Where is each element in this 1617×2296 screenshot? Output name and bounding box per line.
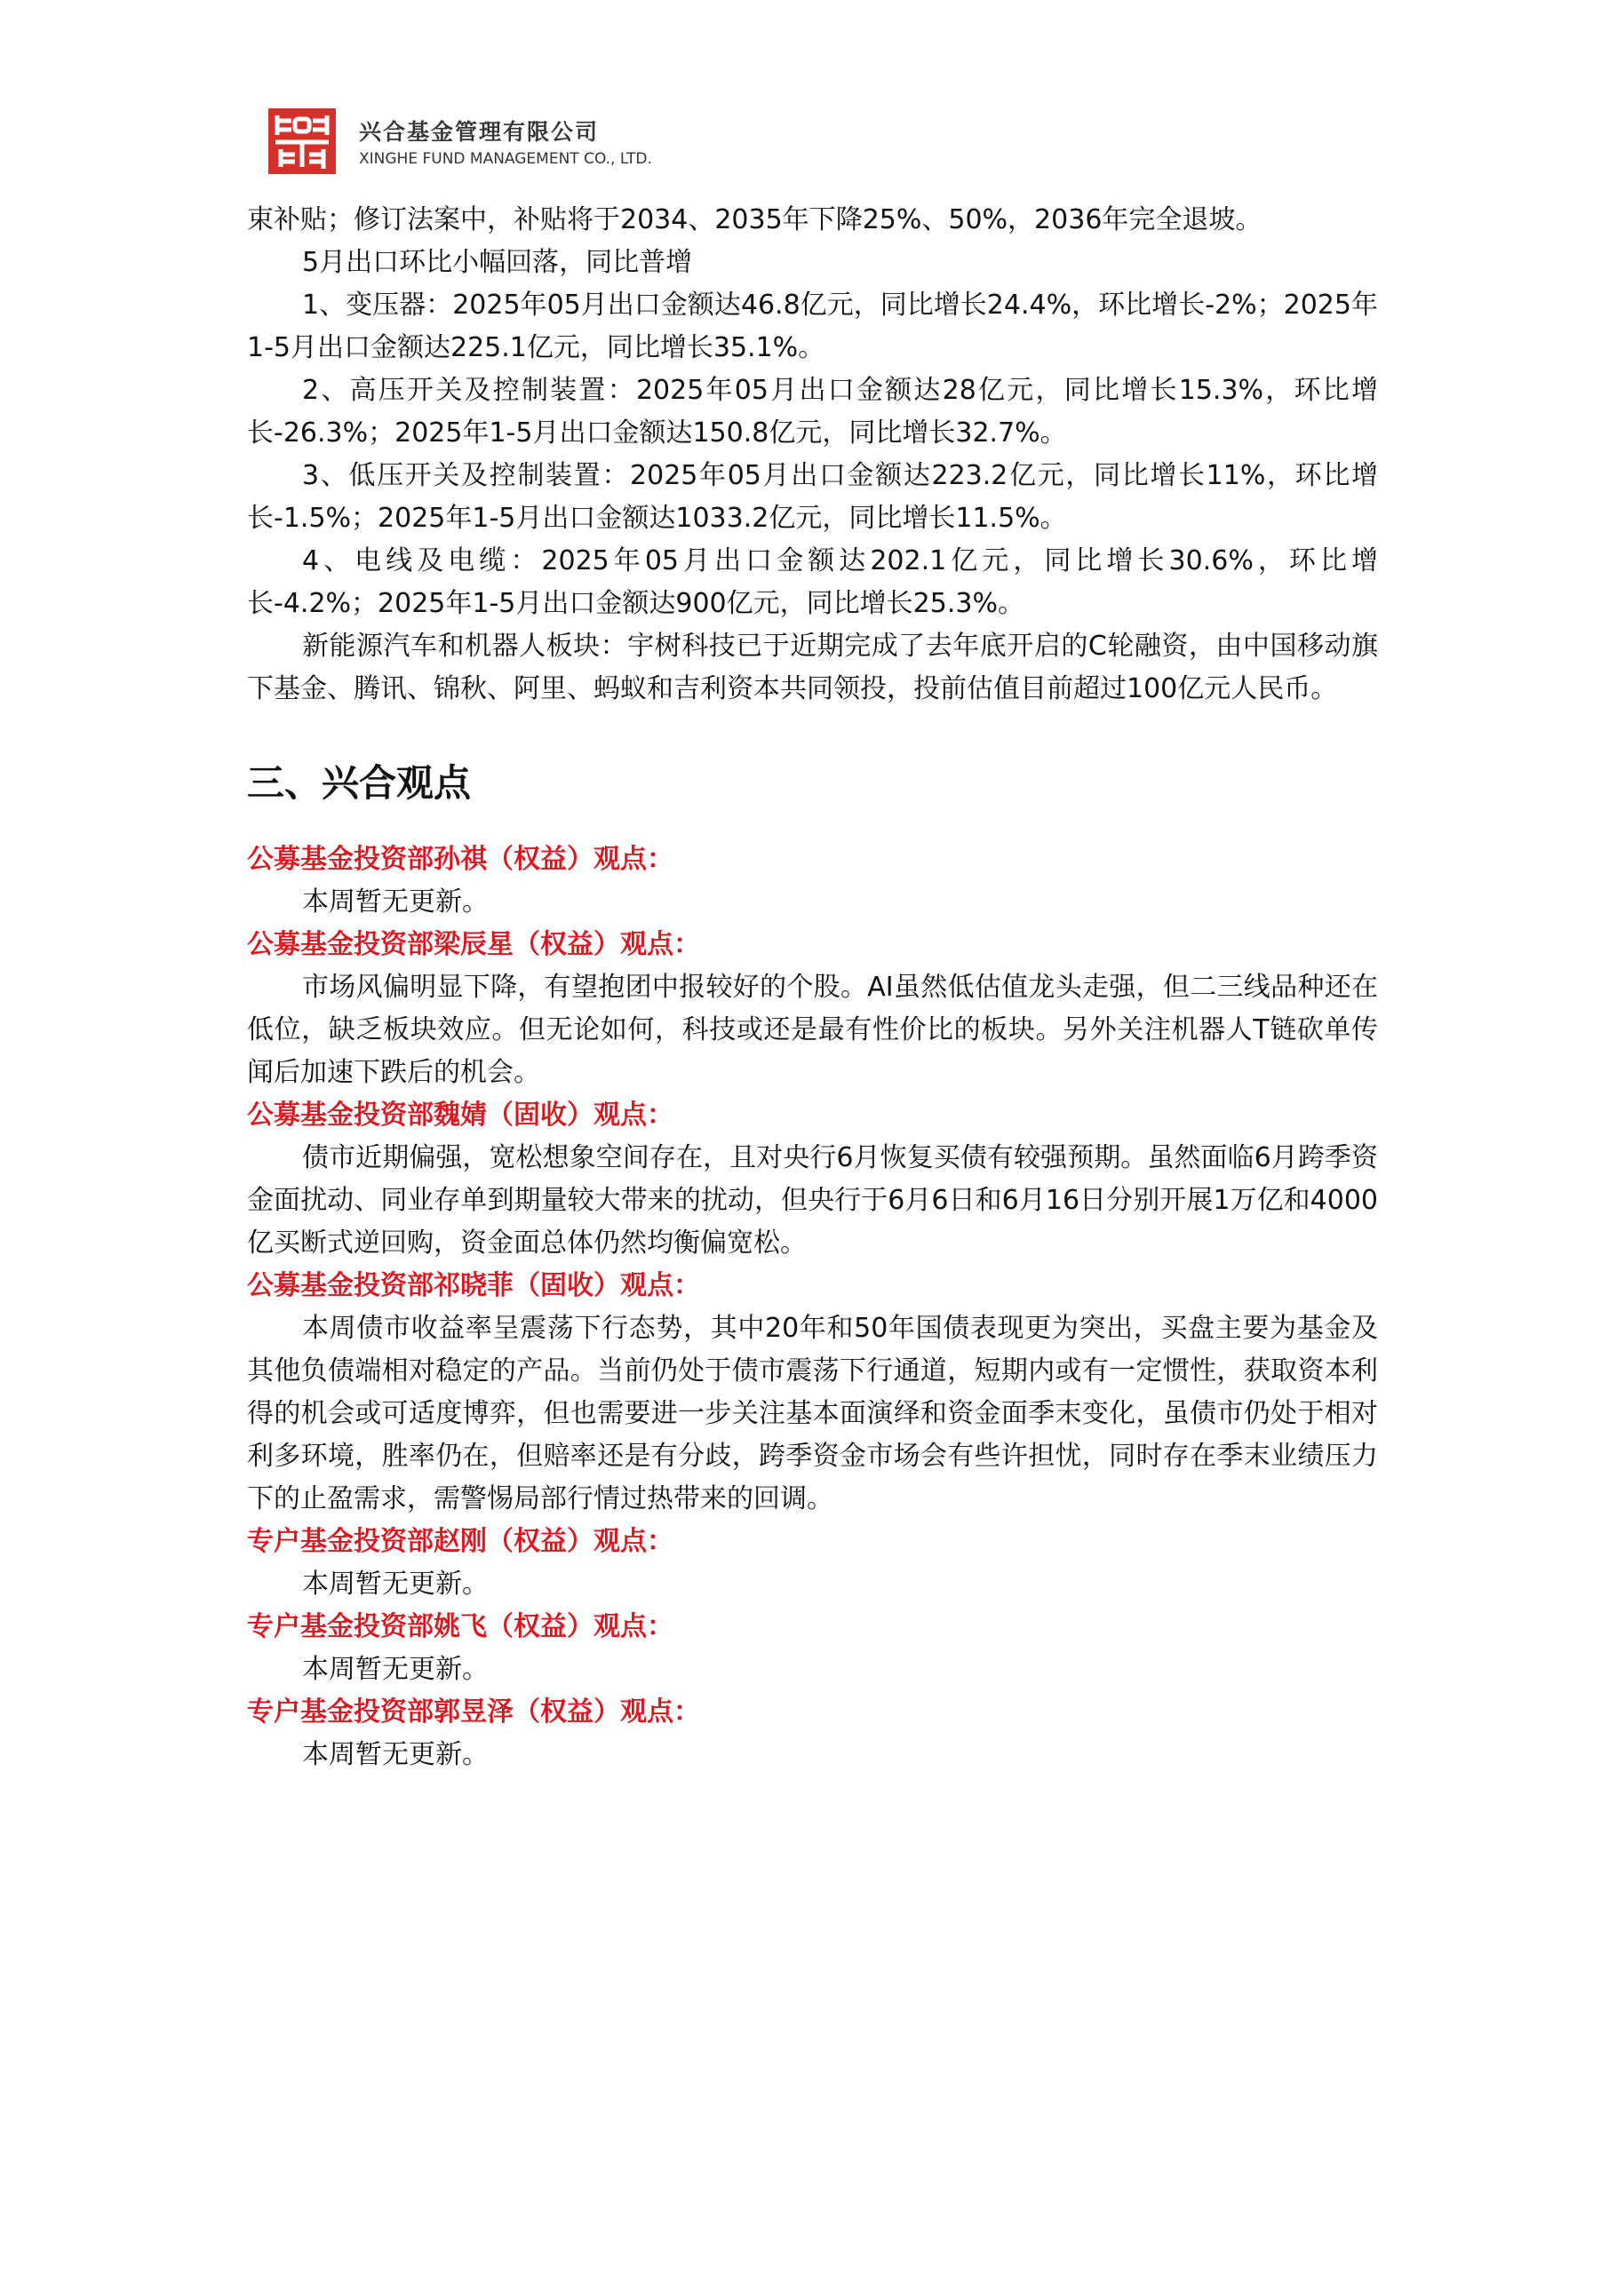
view-heading: 专户基金投资部赵刚（权益）观点： bbox=[247, 1526, 673, 1557]
view-heading: 公募基金投资部梁辰星（权益）观点： bbox=[247, 929, 700, 960]
paragraph: 3、低压开关及控制装置：2025年05月出口金额达223.2亿元，同比增长11%，环比增长-1.5%；2025年1-5月出口金额达1033.2亿元，同比增长11.5%。 bbox=[247, 460, 1378, 534]
paragraph: 4、电线及电缆：2025年05月出口金额达202.1亿元，同比增长30.6%，环比增长-4.2%；2025年1-5月出口金额达900亿元，同比增长25.3%。 bbox=[247, 545, 1378, 619]
view-heading: 公募基金投资部祁晓菲（固收）观点： bbox=[247, 1270, 700, 1301]
company-logo bbox=[268, 108, 652, 174]
document-body bbox=[247, 199, 1378, 1776]
company-name-en: XINGHE FUND MANAGEMENT CO., LTD. bbox=[359, 150, 652, 168]
view-heading: 专户基金投资部郭昱泽（权益）观点： bbox=[247, 1696, 700, 1728]
view-text: 债市近期偏强，宽松想象空间存在，且对央行6月恢复买债有较强预期。虽然面临6月跨季资金面扰动、同业存单到期量较大带来的扰动，但央行于6月6日和6月16日分别开展1万亿和4000亿买断式逆回购，资金面总体仍然均衡偏宽松。 bbox=[247, 1142, 1378, 1259]
view-heading: 公募基金投资部魏婧（固收）观点： bbox=[247, 1100, 673, 1131]
view-heading: 专户基金投资部姚飞（权益）观点： bbox=[247, 1611, 673, 1642]
seal-logo-icon bbox=[268, 108, 336, 174]
paragraph: 5月出口环比小幅回落，同比普增 bbox=[302, 247, 693, 278]
paragraph: 2、高压开关及控制装置：2025年05月出口金额达28亿元，同比增长15.3%，环比增长-26.3%；2025年1-5月出口金额达150.8亿元，同比增长32.7%。 bbox=[247, 375, 1378, 449]
paragraph: 新能源汽车和机器人板块：宇树科技已于近期完成了去年底开启的C轮融资，由中国移动旗下基金、腾讯、锦秋、阿里、蚂蚁和吉利资本共同领投，投前估值目前超过100亿元人民币。 bbox=[247, 631, 1378, 704]
view-text: 本周债市收益率呈震荡下行态势，其中20年和50年国债表现更为突出，买盘主要为基金及其他负债端相对稳定的产品。当前仍处于债市震荡下行通道，短期内或有一定惯性，获取资本利得的机会或可适度博弈，但也需要进一步关注基本面演绎和资金面季末变化，虽债市仍处于相对利多环境，胜率仍在，但赔率还是有分歧，跨季资金市场会有些许担忧，同时存在季末业绩压力下的止盈需求，需警惕局部行情过热带来的回调。 bbox=[247, 1313, 1378, 1514]
section-title: 三、兴合观点 bbox=[247, 761, 472, 805]
view-text: 本周暂无更新。 bbox=[302, 886, 489, 918]
paragraph: 1、变压器：2025年05月出口金额达46.8亿元，同比增长24.4%，环比增长-2%；2025年1-5月出口金额达225.1亿元，同比增长35.1%。 bbox=[247, 290, 1378, 363]
view-text: 市场风偏明显下降，有望抱团中报较好的个股。AI虽然低估值龙头走强，但二三线品种还在低位，缺乏板块效应。但无论如何，科技或还是最有性价比的板块。另外关注机器人T链砍单传闻后加速下跌后的机会。 bbox=[247, 972, 1378, 1088]
company-name-cn: 兴合基金管理有限公司 bbox=[359, 119, 600, 145]
view-text: 本周暂无更新。 bbox=[302, 1654, 489, 1685]
view-text: 本周暂无更新。 bbox=[302, 1569, 489, 1600]
view-text: 本周暂无更新。 bbox=[302, 1739, 489, 1770]
view-heading: 公募基金投资部孙祺（权益）观点： bbox=[247, 844, 673, 875]
paragraph: 束补贴；修订法案中，补贴将于2034、2035年下降25%、50%，2036年完全退坡。 bbox=[247, 204, 1263, 235]
